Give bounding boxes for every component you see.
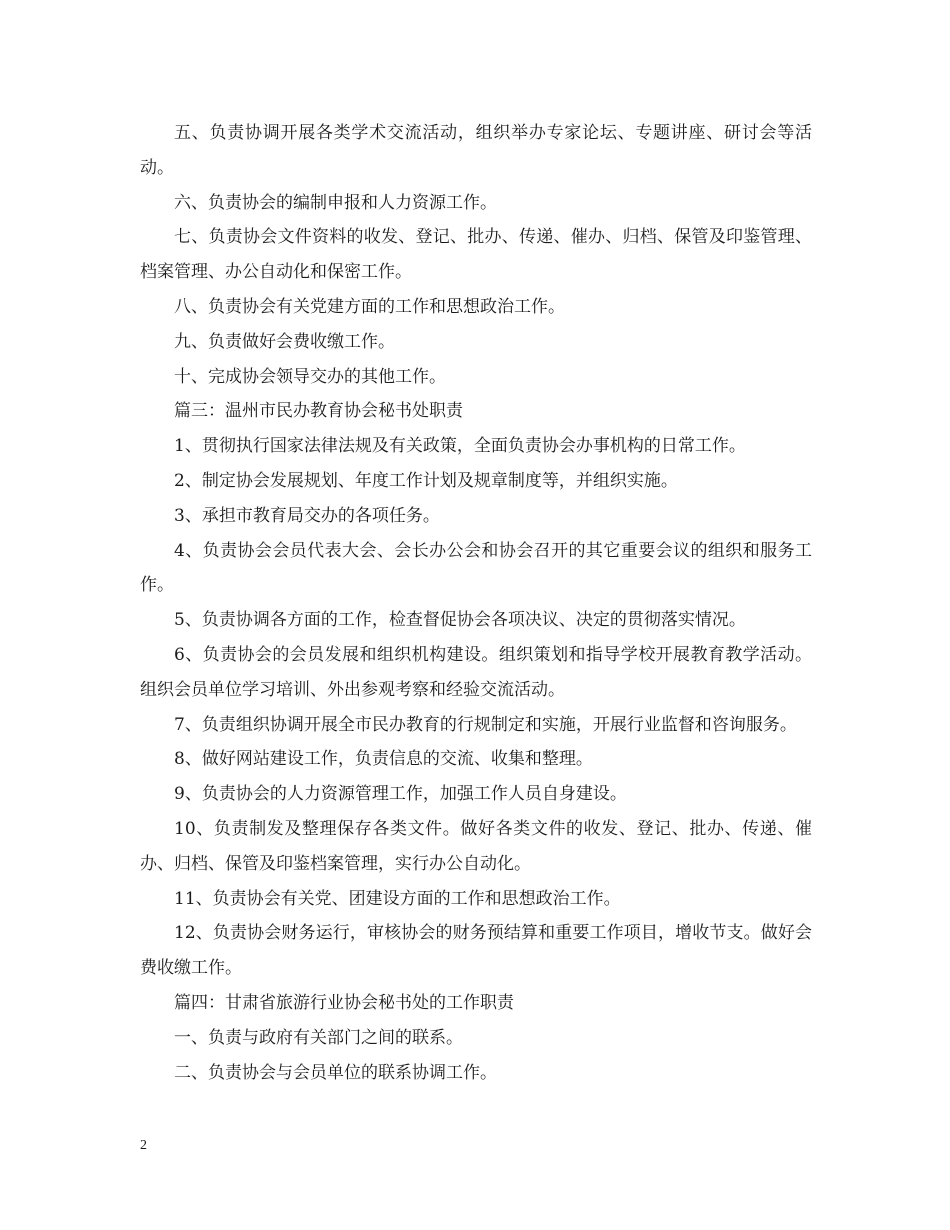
paragraph: 9、负责协会的人力资源管理工作，加强工作人员自身建设。: [174, 784, 627, 805]
paragraph: 2、制定协会发展规划、年度工作计划及规章制度等，并组织实施。: [174, 470, 678, 491]
section-heading: 篇四：甘肃省旅游行业协会秘书处的工作职责: [174, 992, 514, 1013]
paragraph: 一、负责与政府有关部门之间的联系。: [174, 1027, 463, 1048]
paragraph: 五、负责协调开展各类学术交流活动，组织举办专家论坛、专题讲座、研讨会等活动。: [140, 123, 812, 178]
paragraph: 12、负责协会财务运行，审核协会的财务预结算和重要工作项目，增收节支。做好会费收缴工作。: [140, 923, 812, 979]
paragraph: 10、负责制发及整理保存各类文件。做好各类文件的收发、登记、批办、传递、催办、归档、保管及印鉴档案管理，实行办公自动化。: [140, 818, 812, 874]
paragraph: 九、负责做好会费收缴工作。: [174, 331, 395, 352]
paragraph: 七、负责协会文件资料的收发、登记、批办、传递、催办、归档、保管及印鉴管理、档案管理、办公自动化和保密工作。: [140, 227, 812, 283]
paragraph: 六、负责协会的编制申报和人力资源工作。: [174, 192, 497, 213]
paragraph: 8、做好网站建设工作，负责信息的交流、收集和整理。: [174, 749, 593, 770]
paragraph: 3、承担市教育局交办的各项任务。: [174, 505, 440, 526]
paragraph: 11、负责协会有关党、团建设方面的工作和思想政治工作。: [174, 888, 621, 909]
page-number: 2: [140, 1138, 147, 1153]
paragraph: 八、负责协会有关党建方面的工作和思想政治工作。: [174, 296, 565, 317]
paragraph: 十、完成协会领导交办的其他工作。: [174, 366, 446, 387]
paragraph: 5、负责协调各方面的工作，检查督促协会各项决议、决定的贯彻落实情况。: [174, 610, 746, 631]
paragraph: 1、贯彻执行国家法律法规及有关政策，全面负责协会办事机构的日常工作。: [174, 436, 746, 457]
paragraph: 7、负责组织协调开展全市民办教育的行规制定和实施，开展行业监督和咨询服务。: [174, 714, 797, 735]
paragraph: 6、负责协会的会员发展和组织机构建设。组织策划和指导学校开展教育教学活动。组织会员单位学习培训、外出参观考察和经验交流活动。: [140, 644, 812, 700]
paragraph: 二、负责协会与会员单位的联系协调工作。: [174, 1062, 497, 1083]
section-heading: 篇三：温州市民办教育协会秘书处职责: [174, 401, 463, 422]
document-body: [140, 116, 812, 1090]
paragraph: 4、负责协会会员代表大会、会长办公会和协会召开的其它重要会议的组织和服务工作。: [140, 540, 812, 596]
